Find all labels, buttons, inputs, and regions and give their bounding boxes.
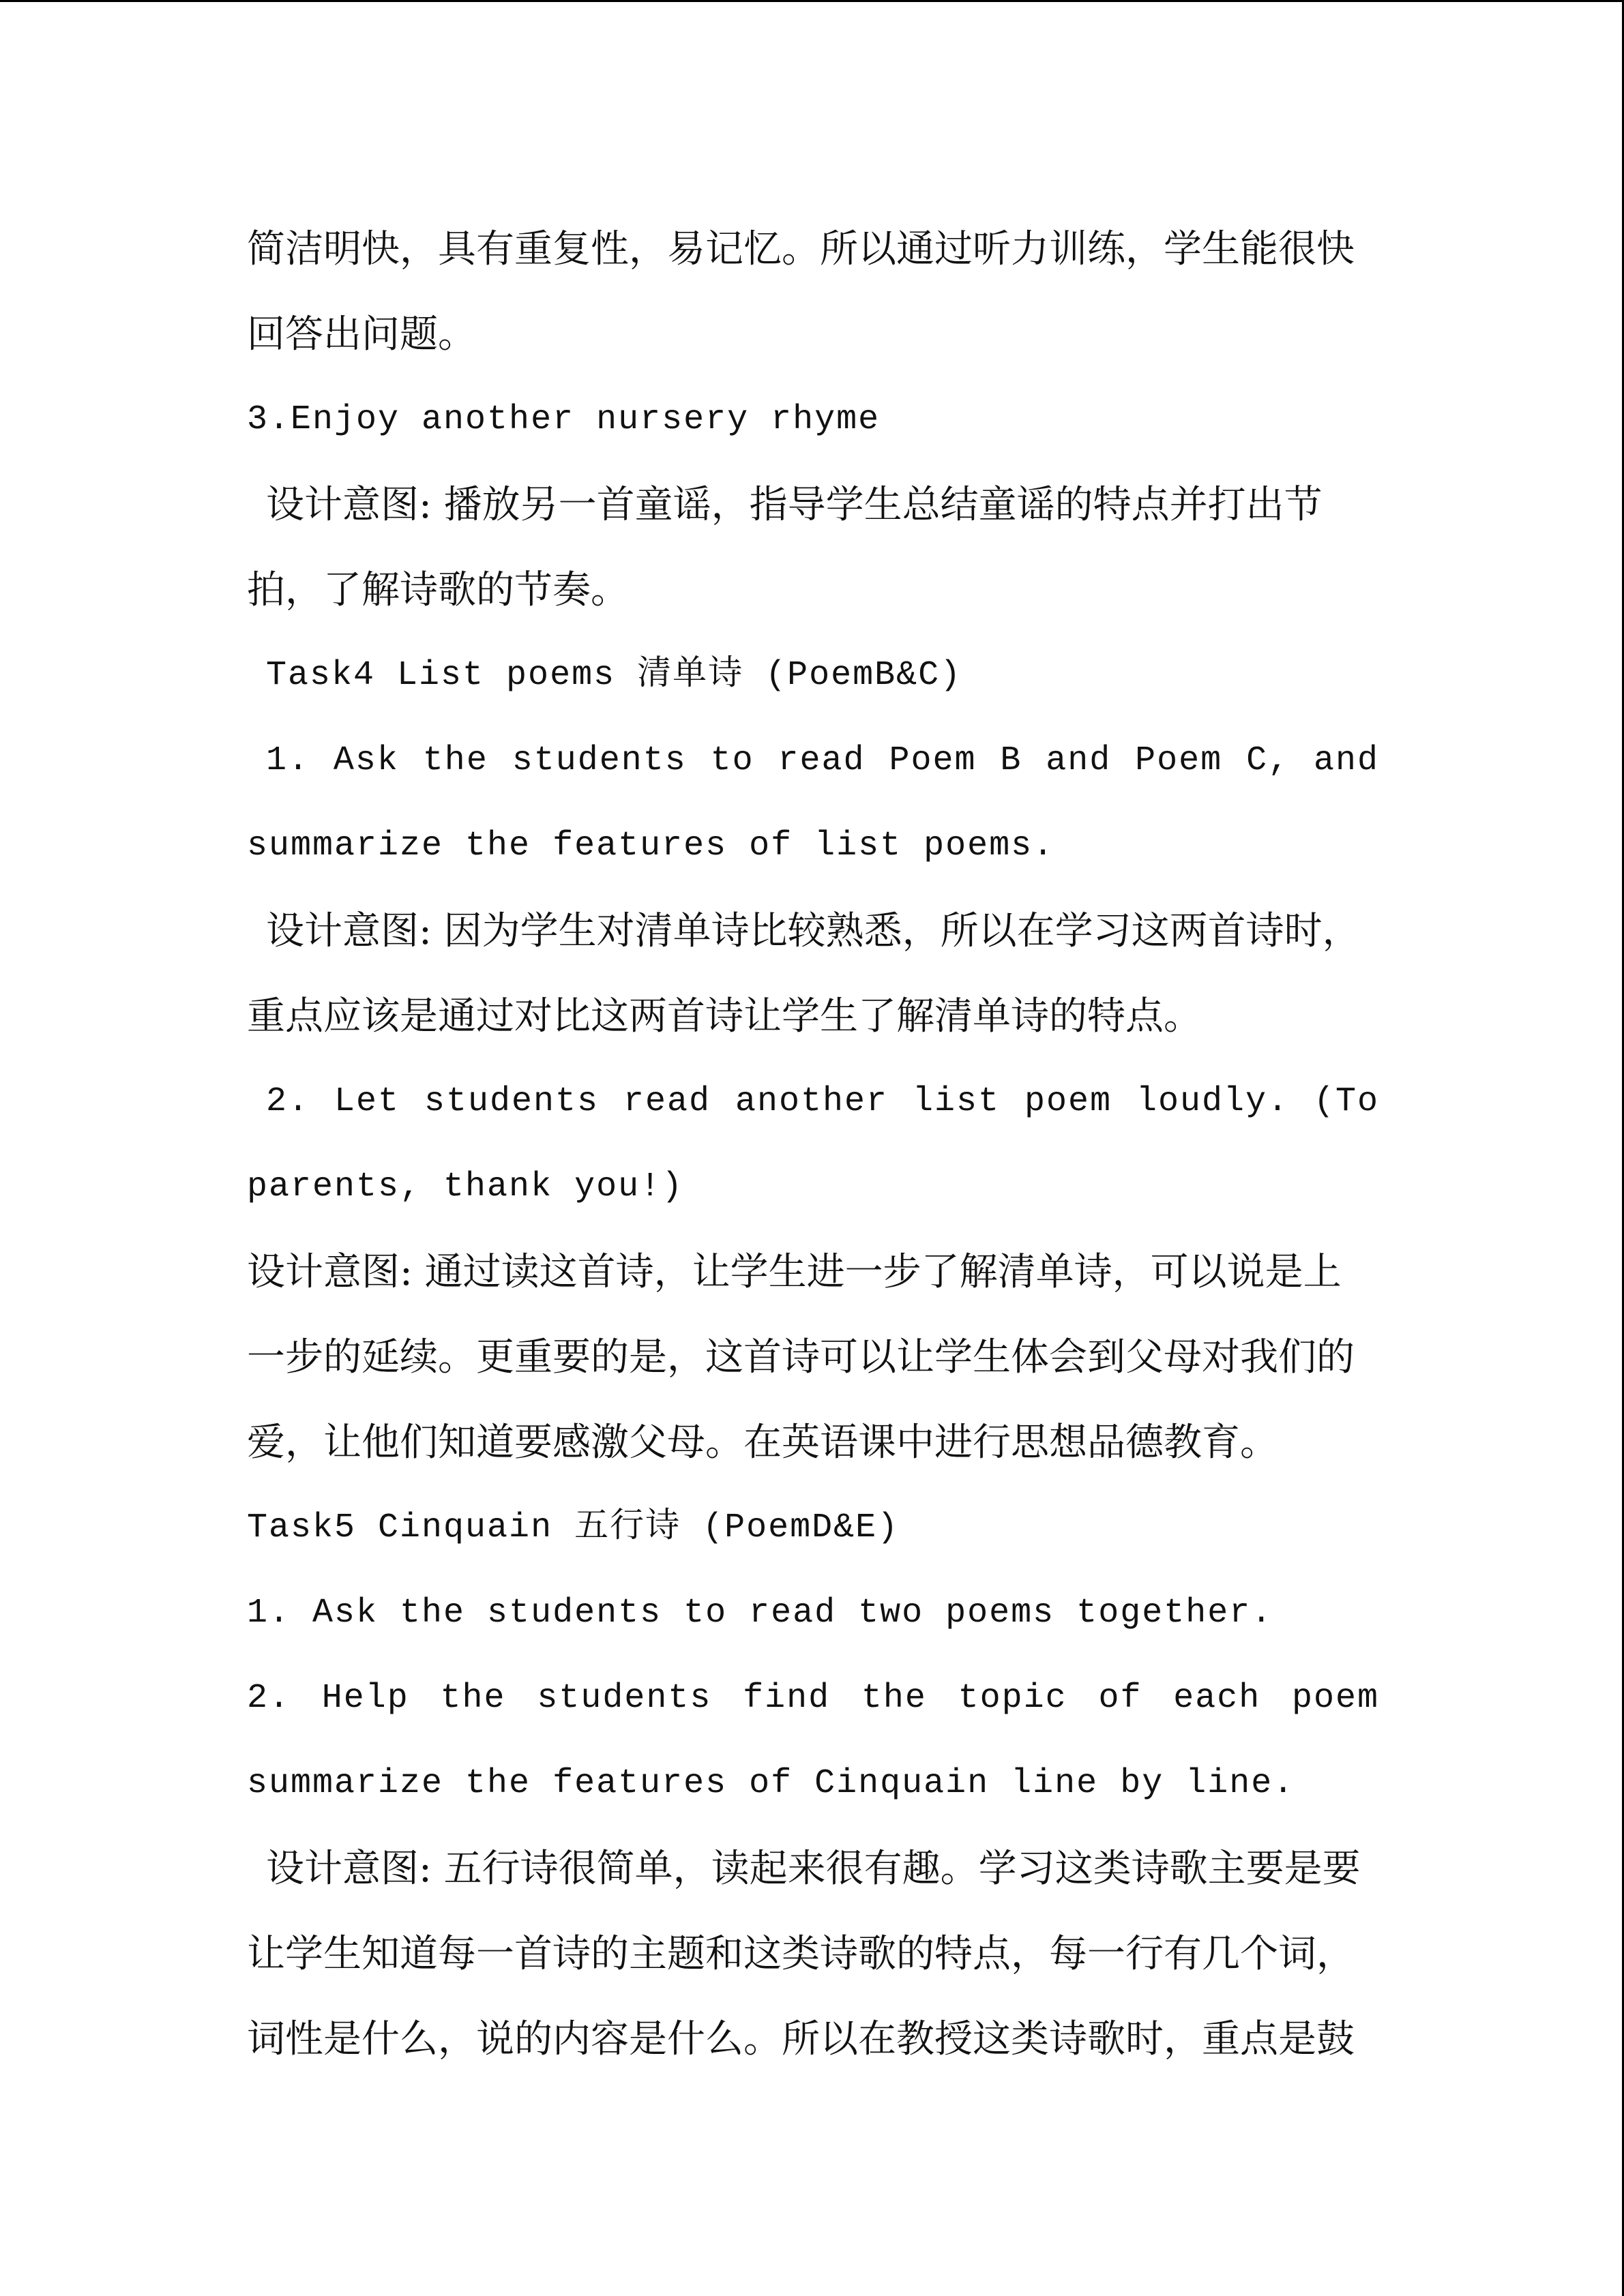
text-line: 1. Ask the students to read Poem B and Poem C, and	[266, 741, 1379, 780]
text-line: summarize the features of Cinquain line by line.	[247, 1764, 1295, 1803]
text-line: 设计意图: 播放另一首童谣，指导学生总结童谣的特点并打出节	[266, 483, 1323, 527]
document-body	[247, 207, 1379, 2082]
text-line: 2. Help the students find the topic of each poem	[247, 1679, 1379, 1718]
section-heading: Task5 Cinquain 五行诗 (PoemD&E)	[247, 1508, 900, 1547]
text-line: summarize the features of list poems.	[247, 826, 1055, 865]
text-line: 设计意图: 通过读这首诗，让学生进一步了解清单诗，可以说是上	[247, 1250, 1342, 1294]
text-line: 简洁明快，具有重复性，易记忆。所以通过听力训练，学生能很快	[247, 227, 1355, 271]
text-line: 爱，让他们知道要感激父母。在英语课中进行思想品德教育。	[247, 1420, 1278, 1465]
text-line: 一步的延续。更重要的是，这首诗可以让学生体会到父母对我们的	[247, 1335, 1355, 1380]
text-line: 拍，了解诗歌的节奏。	[247, 568, 629, 612]
text-line: 1. Ask the students to read two poems together.	[247, 1594, 1273, 1632]
section-heading: 3.Enjoy another nursery rhyme	[247, 400, 881, 439]
text-line: 回答出问题。	[247, 312, 476, 357]
text-line: 让学生知道每一首诗的主题和这类诗歌的特点，每一行有几个词，	[247, 1932, 1355, 1976]
text-line: 设计意图: 五行诗很简单，读起来很有趣。学习这类诗歌主要是要	[266, 1847, 1361, 1891]
text-line: 词性是什么，说的内容是什么。所以在教授这类诗歌时，重点是鼓	[247, 2017, 1355, 2061]
text-line: parents, thank you!)	[247, 1167, 684, 1206]
section-heading: Task4 List poems 清单诗 (PoemB&C)	[266, 656, 962, 695]
text-line: 重点应该是通过对比这两首诗让学生了解清单诗的特点。	[247, 994, 1202, 1039]
text-line: 2. Let students read another list poem loudly. (To	[266, 1082, 1379, 1121]
text-line: 设计意图: 因为学生对清单诗比较熟悉，所以在学习这两首诗时，	[266, 909, 1361, 953]
